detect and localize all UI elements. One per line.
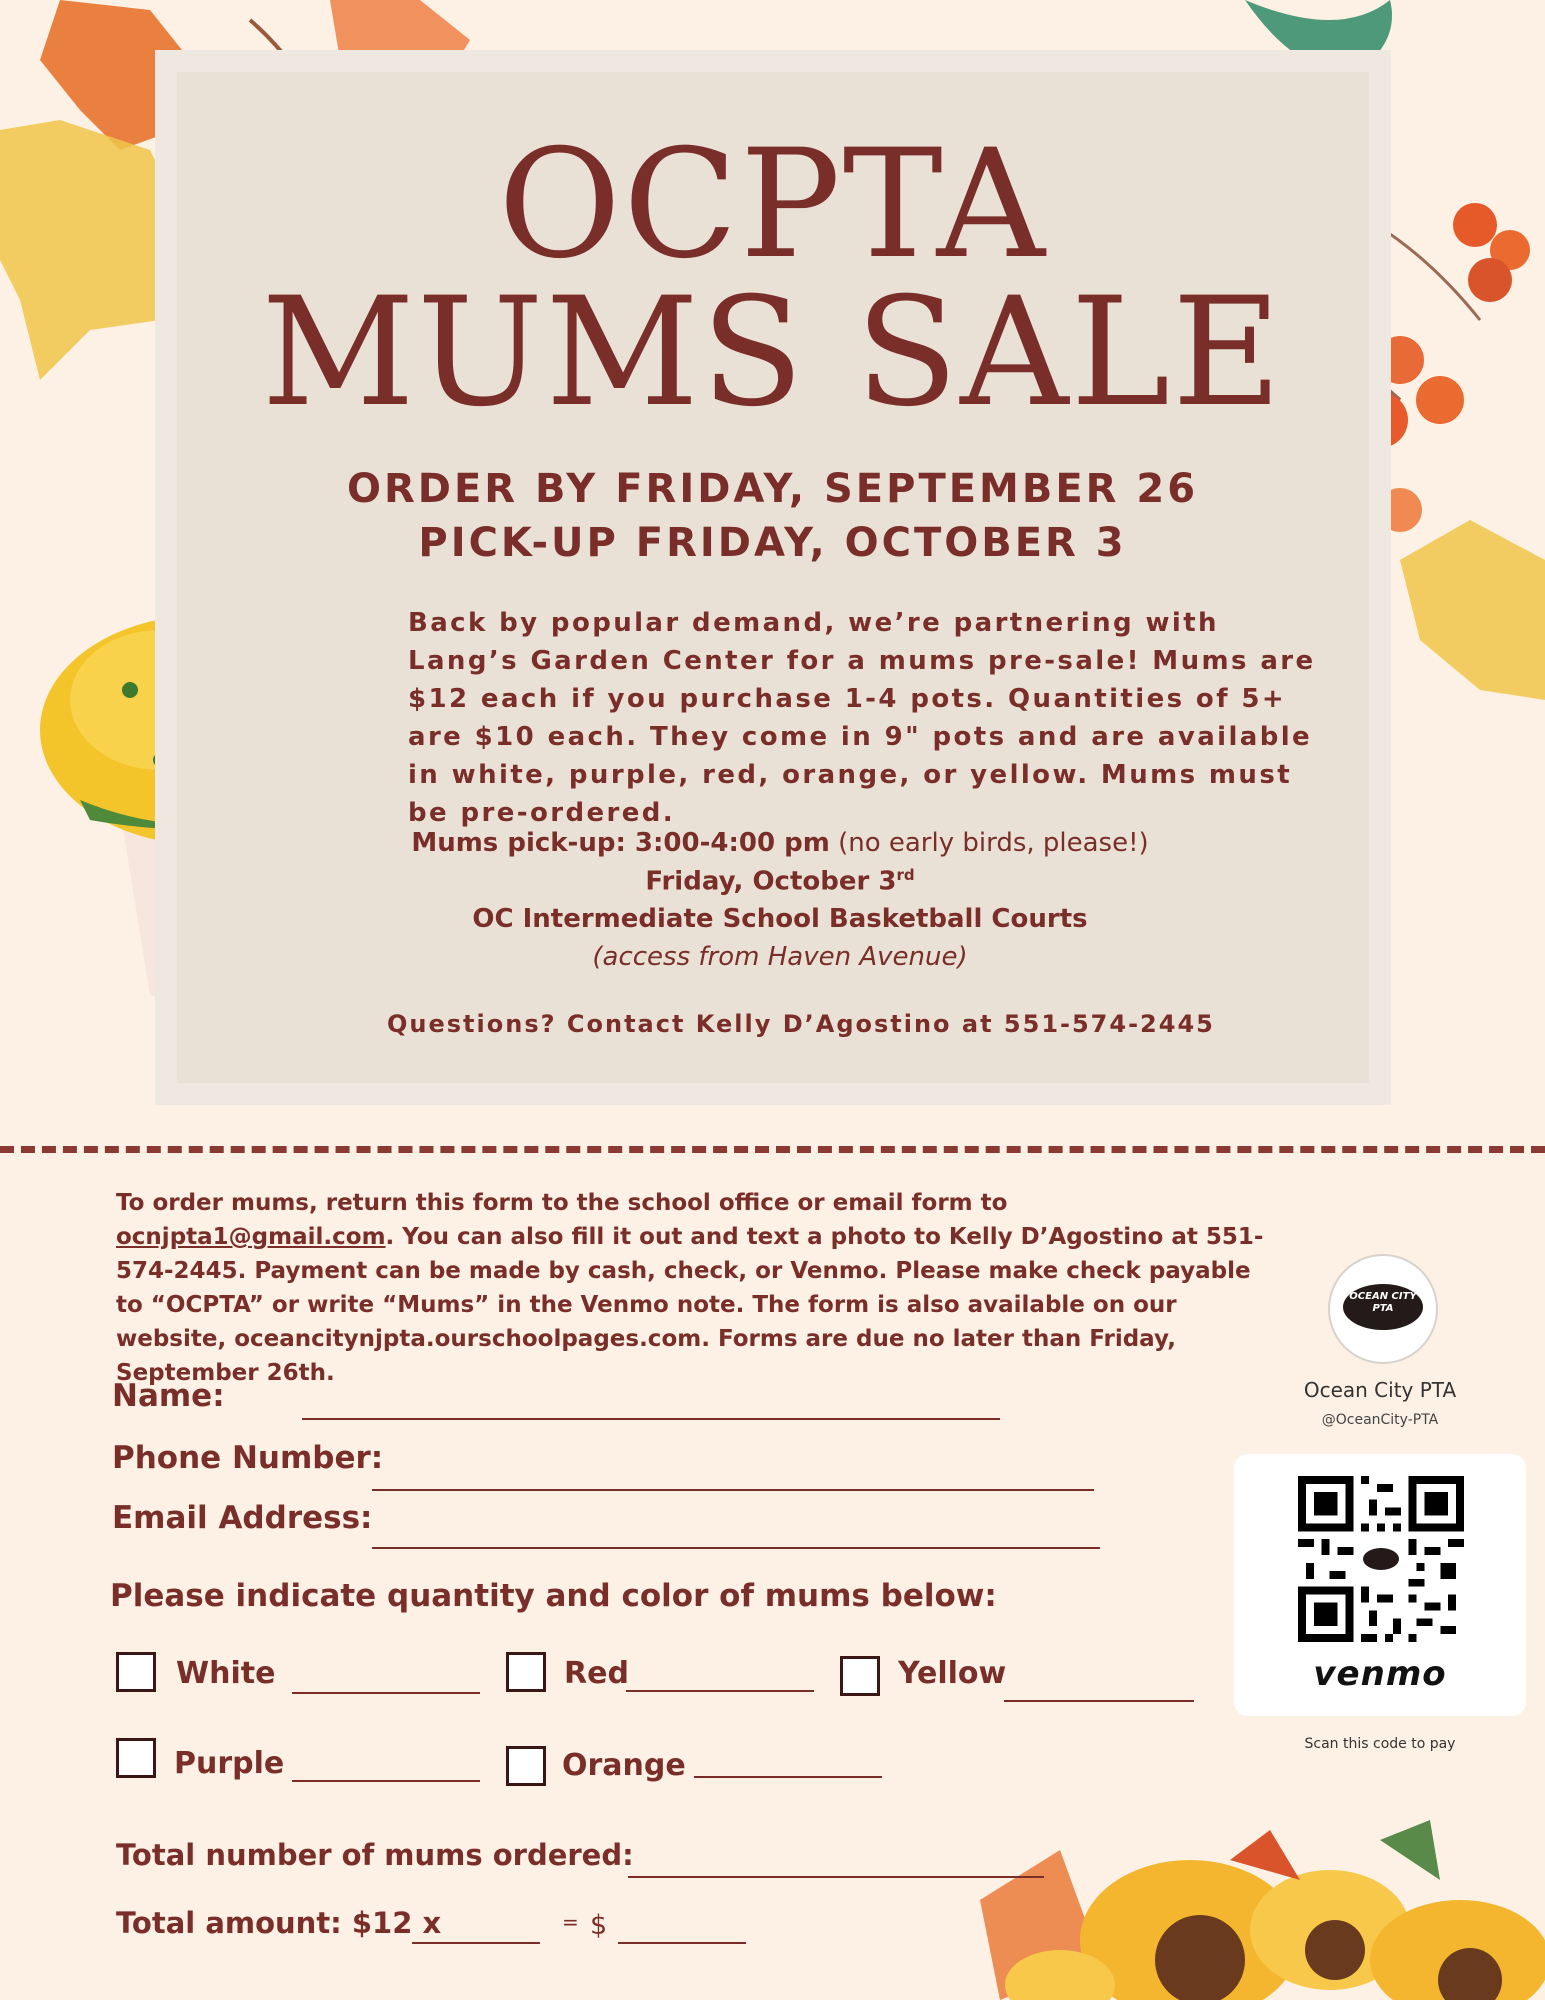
pickup-time-label: Mums pick-up: 3:00-4:00 pm bbox=[411, 828, 830, 858]
orange-label: Orange bbox=[562, 1748, 686, 1783]
contact-line: Questions? Contact Kelly D’Agostino at 551-574-2445 bbox=[387, 1010, 1215, 1038]
sunflower-decoration bbox=[980, 1820, 1545, 2000]
red-quantity-field[interactable] bbox=[626, 1690, 814, 1692]
red-checkbox[interactable] bbox=[506, 1652, 546, 1692]
red-label: Red bbox=[564, 1656, 629, 1691]
pickup-time bbox=[355, 828, 1205, 858]
total-number-field[interactable] bbox=[628, 1876, 1044, 1878]
purple-quantity-field[interactable] bbox=[292, 1780, 480, 1782]
total-number-label: Total number of mums ordered: bbox=[116, 1838, 634, 1872]
phone-field[interactable] bbox=[372, 1489, 1094, 1491]
total-amount-field[interactable] bbox=[618, 1942, 746, 1944]
venmo-handle: @OceanCity-PTA bbox=[1321, 1412, 1439, 1428]
email-label: Email Address: bbox=[112, 1500, 373, 1536]
quantity-prompt: Please indicate quantity and color of mums below: bbox=[110, 1578, 997, 1614]
white-label: White bbox=[176, 1656, 276, 1691]
purple-checkbox[interactable] bbox=[116, 1738, 156, 1778]
pickup-date-suffix: rd bbox=[896, 866, 915, 884]
name-field[interactable] bbox=[302, 1418, 1000, 1420]
pta-logo-badge bbox=[1343, 1284, 1423, 1330]
venmo-account-name: Ocean City PTA bbox=[1303, 1378, 1457, 1402]
total-quantity-field[interactable] bbox=[412, 1942, 540, 1944]
pickup-time-note: (no early birds, please!) bbox=[838, 828, 1149, 858]
pta-logo-text: OCEAN CITY PTA bbox=[1349, 1291, 1417, 1314]
order-instructions bbox=[116, 1186, 1266, 1390]
cut-line-divider bbox=[0, 1146, 1545, 1153]
venmo-logo: venmo bbox=[1313, 1654, 1447, 1694]
qr-center-badge bbox=[1363, 1548, 1399, 1570]
page-title-line1: OCPTA bbox=[498, 118, 1047, 292]
pickup-date-text: Friday, October 3 bbox=[645, 866, 897, 897]
name-label: Name: bbox=[112, 1378, 225, 1414]
pickup-access-note: (access from Haven Avenue) bbox=[592, 942, 968, 972]
pickup-date-heading: PICK-UP FRIDAY, OCTOBER 3 bbox=[418, 520, 1127, 566]
page-title-line2: MUMS SALE bbox=[261, 266, 1284, 440]
white-checkbox[interactable] bbox=[116, 1652, 156, 1692]
orange-checkbox[interactable] bbox=[506, 1746, 546, 1786]
sale-description: Back by popular demand, we’re partnering with Lang’s Garden Center for a mums pre-sale! Mums are $12 each if you purchase 1-4 pots. Quantities of 5+ are $10 each. They come in 9" pots and are available in white, purple, red, orange, or yellow. Mums must be pre-ordered. bbox=[408, 608, 1316, 828]
yellow-quantity-field[interactable] bbox=[1004, 1700, 1194, 1702]
instructions-text-start: To order mums, return this form to the school office or email form to bbox=[116, 1190, 1008, 1216]
venmo-qr-card[interactable] bbox=[1234, 1454, 1526, 1716]
orange-quantity-field[interactable] bbox=[694, 1776, 882, 1778]
pta-logo bbox=[1328, 1254, 1438, 1364]
purple-label: Purple bbox=[174, 1746, 285, 1781]
pickup-location: OC Intermediate School Basketball Courts bbox=[472, 904, 1088, 934]
qr-center-logo bbox=[1357, 1535, 1405, 1583]
total-amount-label: Total amount: $12 x bbox=[116, 1906, 442, 1940]
dollar-sign: $ bbox=[590, 1910, 608, 1941]
yellow-label: Yellow bbox=[898, 1656, 1007, 1691]
equals-sign: = bbox=[562, 1910, 579, 1934]
email-field[interactable] bbox=[372, 1547, 1100, 1549]
pickup-date bbox=[355, 866, 1205, 897]
scan-instruction: Scan this code to pay bbox=[1304, 1736, 1456, 1752]
phone-label: Phone Number: bbox=[112, 1440, 384, 1476]
instructions-text-end: . You can also fill it out and text a photo to Kelly D’Agostino at 551-574-2445. Payment can be made by cash, check, or Venmo. Please make check payable to “OCPTA” or write “Mums” in the Venmo note. The form is also available on our website, oceancitynjpta.ourschoolpages.com. Forms are due no later than Friday, September 26th. bbox=[116, 1224, 1264, 1386]
white-quantity-field[interactable] bbox=[292, 1692, 480, 1694]
contact-email-link[interactable]: ocnjpta1@gmail.com bbox=[116, 1224, 386, 1250]
order-deadline-heading: ORDER BY FRIDAY, SEPTEMBER 26 bbox=[346, 466, 1199, 512]
yellow-checkbox[interactable] bbox=[840, 1656, 880, 1696]
